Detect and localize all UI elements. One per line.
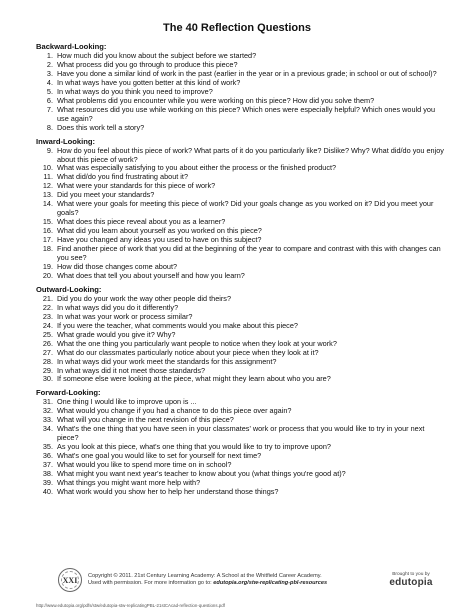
- question-number: 7.: [46, 104, 53, 114]
- question-text: Did you meet your standards?: [57, 190, 155, 200]
- question-number: 25.: [42, 329, 53, 339]
- question-number: 29.: [42, 365, 53, 375]
- section: [36, 388, 446, 496]
- question-number: 4.: [46, 77, 53, 87]
- question-number: 3.: [46, 68, 53, 78]
- question-text: In what ways did you do it differently?: [57, 302, 179, 312]
- question-number: 37.: [42, 460, 53, 470]
- question-number: 39.: [42, 477, 53, 487]
- question-text: What do our classmates particularly notice about your piece when they look at it?: [57, 347, 319, 357]
- brought-by-label: Brought to you by: [392, 572, 430, 577]
- question-text: If you were the teacher, what comments would you make about this piece?: [57, 320, 298, 330]
- question-number: 28.: [42, 356, 53, 366]
- section-heading: Forward-Looking:: [36, 388, 101, 398]
- question-item: [36, 272, 446, 281]
- question-text: What were your standards for this piece of work?: [57, 181, 216, 191]
- copyright-line-1: Copyright © 2011. 21st Century Learning Academy: A School at the Whitfield Career Academy.: [88, 573, 322, 579]
- question-number: 17.: [42, 235, 53, 245]
- question-text: How do you feel about this piece of work? What parts of it do you particularly like? Dislike? Why? What did/do you enjoy about this piece of work?: [57, 145, 444, 164]
- question-text: What does that tell you about yourself and how you learn?: [57, 270, 245, 280]
- question-list: [36, 42, 446, 497]
- question-text: How much did you know about the subject before we started?: [57, 51, 257, 60]
- seal-text: XXI: [62, 575, 78, 585]
- question-text: In what ways do you think you need to improve?: [57, 86, 213, 96]
- copyright-line-2: [88, 580, 378, 587]
- question-item: [36, 245, 446, 263]
- question-number: 8.: [46, 122, 53, 132]
- question-item: [36, 200, 446, 218]
- question-text: Does this work tell a story?: [57, 122, 145, 132]
- section: [36, 137, 446, 281]
- question-number: 16.: [42, 226, 53, 236]
- question-text: What things you might want more help with?: [57, 477, 201, 487]
- question-text: How did those changes come about?: [57, 261, 178, 271]
- question-number: 21.: [42, 293, 53, 303]
- copyright-notice: [88, 573, 378, 587]
- question-number: 12.: [42, 181, 53, 191]
- question-text: In what ways did your work meet the standards for this assignment?: [57, 356, 277, 366]
- question-number: 36.: [42, 451, 53, 461]
- question-text: What problems did you encounter while you were working on this piece? How did you solve them?: [57, 95, 375, 105]
- page-title: The 40 Reflection Questions: [163, 22, 311, 34]
- question-number: 18.: [42, 244, 53, 254]
- question-number: 14.: [42, 199, 53, 209]
- section-heading: Inward-Looking:: [36, 136, 96, 146]
- question-item: [36, 375, 446, 384]
- section: [36, 285, 446, 385]
- question-number: 15.: [42, 217, 53, 227]
- source-url[interactable]: http://www.edutopia.org/pdfs/stw/edutopia-stw-replicatingPBL-21stCAcad-reflection-questions.pdf: [36, 603, 225, 608]
- question-number: 10.: [42, 163, 53, 173]
- question-text: What does this piece reveal about you as a learner?: [57, 217, 226, 227]
- question-number: 2.: [46, 59, 53, 69]
- question-item: [36, 488, 446, 497]
- question-number: 32.: [42, 406, 53, 416]
- question-number: 38.: [42, 469, 53, 479]
- resources-link[interactable]: edutopia.org/stw-replicating-pbl-resources: [213, 579, 328, 586]
- question-text: What's the one thing that you have seen in your classmates' work or process that you would like to try in your next piece?: [57, 424, 425, 443]
- question-text: What were your goals for meeting this piece of work? Did your goals change as you worked on it? Did you meet your goals?: [57, 199, 434, 218]
- question-text: What was especially satisfying to you about either the process or the finished product?: [57, 163, 337, 173]
- question-number: 22.: [42, 302, 53, 312]
- question-number: 1.: [46, 51, 53, 60]
- question-item: [36, 106, 446, 124]
- question-text: What might you want next year's teacher to know about you (what things you're good at)?: [57, 469, 346, 479]
- question-text: Did you do your work the way other people did theirs?: [57, 293, 232, 303]
- question-text: What's one goal you would like to set for yourself for next time?: [57, 451, 262, 461]
- question-number: 35.: [42, 442, 53, 452]
- section-heading: Backward-Looking:: [36, 42, 107, 51]
- section-heading: Outward-Looking:: [36, 284, 102, 294]
- question-text: In what was your work or process similar?: [57, 311, 193, 321]
- question-number: 13.: [42, 190, 53, 200]
- question-text: What would you change if you had a chance to do this piece over again?: [57, 406, 292, 416]
- question-number: 24.: [42, 320, 53, 330]
- question-number: 6.: [46, 95, 53, 105]
- question-text: What did/do you find frustrating about it?: [57, 172, 189, 182]
- question-number: 40.: [42, 486, 53, 496]
- question-text: Have you changed any ideas you used to have on this subject?: [57, 235, 262, 245]
- question-number: 31.: [42, 397, 53, 407]
- question-item: [36, 124, 446, 133]
- question-text: One thing I would like to improve upon is ...: [57, 397, 197, 407]
- question-number: 27.: [42, 347, 53, 357]
- question-text: What did you learn about yourself as you worked on this piece?: [57, 226, 262, 236]
- academy-seal-icon: [58, 568, 82, 592]
- question-item: [36, 147, 446, 165]
- question-number: 20.: [42, 270, 53, 280]
- edutopia-logo: edutopia: [389, 577, 433, 588]
- footer: [36, 568, 446, 598]
- question-number: 34.: [42, 424, 53, 434]
- brand-block: [376, 572, 446, 588]
- question-number: 19.: [42, 261, 53, 271]
- question-text: Find another piece of work that you did at the beginning of the year to compare and contrast with this with changes can you see?: [57, 244, 441, 263]
- question-number: 33.: [42, 415, 53, 425]
- question-number: 11.: [43, 172, 53, 182]
- question-text: Have you done a similar kind of work in the past (earlier in the year or in a previous grade; in school or out of school)?: [57, 68, 437, 78]
- copyright-prefix: Used with permission. For more information go to:: [88, 579, 214, 586]
- question-text: What resources did you use while working on this piece? Which ones were especially helpful? Which ones would you use again?: [57, 104, 436, 123]
- question-text: What process did you go through to produce this piece?: [57, 59, 238, 69]
- question-text: As you look at this piece, what's one thing that you would like to try to improve upon?: [57, 442, 331, 452]
- question-text: What will you change in the next revision of this piece?: [57, 415, 234, 425]
- question-text: In what ways have you gotten better at this kind of work?: [57, 77, 241, 87]
- question-text: In what ways did it not meet those standards?: [57, 365, 206, 375]
- question-text: What the one thing you particularly want people to notice when they look at your work?: [57, 338, 337, 348]
- section: [36, 42, 446, 133]
- question-number: 30.: [42, 374, 53, 384]
- question-text: What would you like to spend more time on in school?: [57, 460, 232, 470]
- question-number: 23.: [42, 311, 53, 321]
- question-text: If someone else were looking at the piece, what might they learn about who you are?: [57, 374, 331, 384]
- question-number: 26.: [42, 338, 53, 348]
- question-item: [36, 425, 446, 443]
- question-text: What grade would you give it? Why?: [57, 329, 176, 339]
- question-number: 5.: [46, 86, 53, 96]
- question-text: What work would you show her to help her understand those things?: [57, 486, 279, 496]
- question-number: 9.: [46, 145, 53, 155]
